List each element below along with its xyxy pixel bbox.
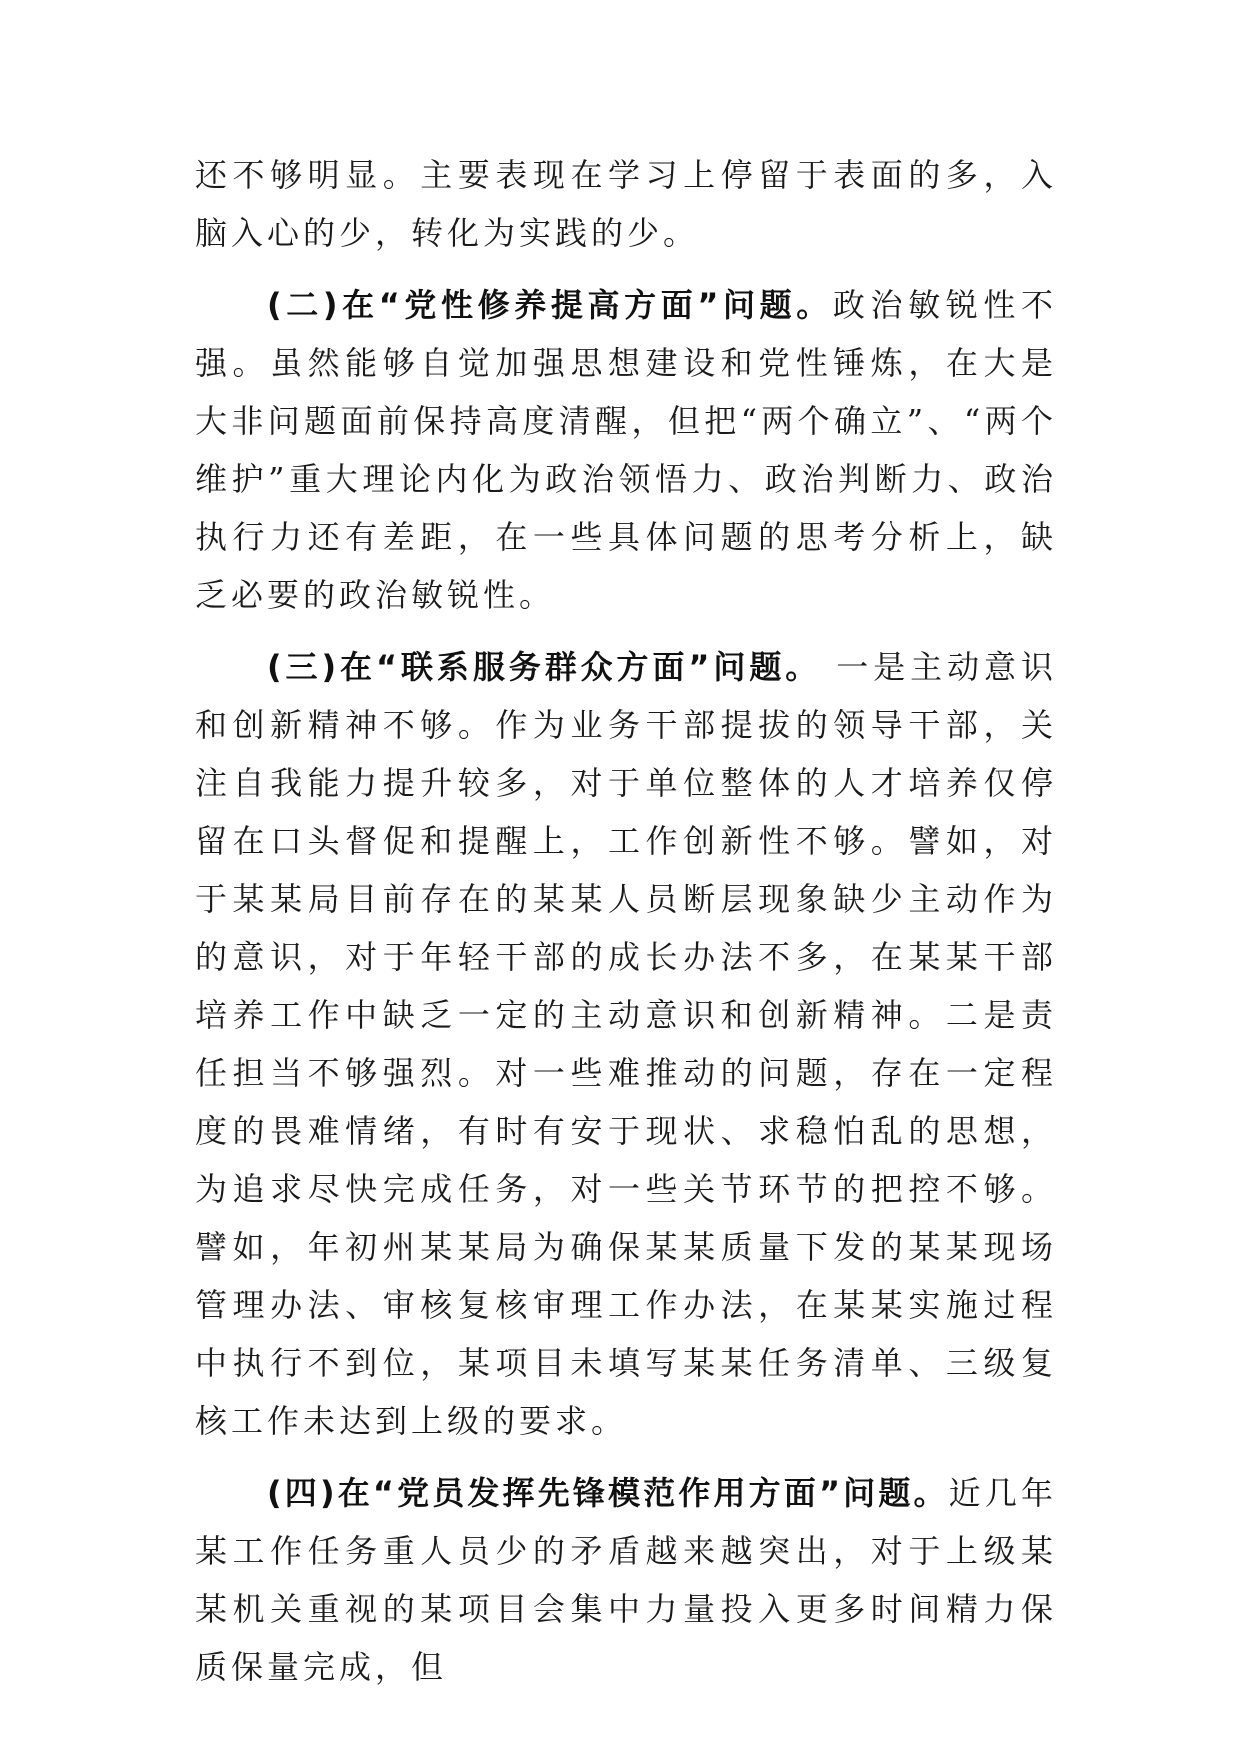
- paragraph-text: 政治敏锐性不强。虽然能够自觉加强思想建设和党性锤炼，在大是大非问题面前保持高度清醒，但把“两个确立”、“两个维护”重大理论内化为政治领悟力、政治判断力、政治执行力还有差距，在一些具体问题的思考分析上，缺乏必要的政治敏锐性。: [195, 286, 1057, 614]
- section-heading: (三)在“联系服务群众方面”问题。: [267, 648, 822, 686]
- paragraph-text: 近几年某工作任务重人员少的矛盾越来越突出，对于上级某某机关重视的某项目会集中力量投入更多时间精力保质保量完成，但: [195, 1474, 1057, 1686]
- paragraph-serve-masses: [195, 638, 1057, 1450]
- section-heading: (四)在“党员发挥先锋模范作用方面”问题。: [267, 1474, 949, 1512]
- paragraph-continuation: [195, 146, 1057, 262]
- paragraph-vanguard-role: [195, 1464, 1057, 1696]
- paragraph-party-spirit: [195, 276, 1057, 624]
- document-body: [195, 146, 1057, 1710]
- paragraph-text: 还不够明显。主要表现在学习上停留于表面的多，入脑入心的少，转化为实践的少。: [195, 156, 1057, 252]
- section-heading: (二)在“党性修养提高方面”问题。: [267, 286, 833, 324]
- paragraph-text: 一是主动意识和创新精神不够。作为业务干部提拔的领导干部，关注自我能力提升较多，对于单位整体的人才培养仅停留在口头督促和提醒上，工作创新性不够。譬如，对于某某局目前存在的某某人员断层现象缺少主动作为的意识，对于年轻干部的成长办法不多，在某某干部培养工作中缺乏一定的主动意识和创新精神。二是责任担当不够强烈。对一些难推动的问题，存在一定程度的畏难情绪，有时有安于现状、求稳怕乱的思想，为追求尽快完成任务，对一些关节环节的把控不够。譬如，年初州某某局为确保某某质量下发的某某现场管理办法、审核复核审理工作办法，在某某实施过程中执行不到位，某项目未填写某某任务清单、三级复核工作未达到上级的要求。: [195, 648, 1057, 1440]
